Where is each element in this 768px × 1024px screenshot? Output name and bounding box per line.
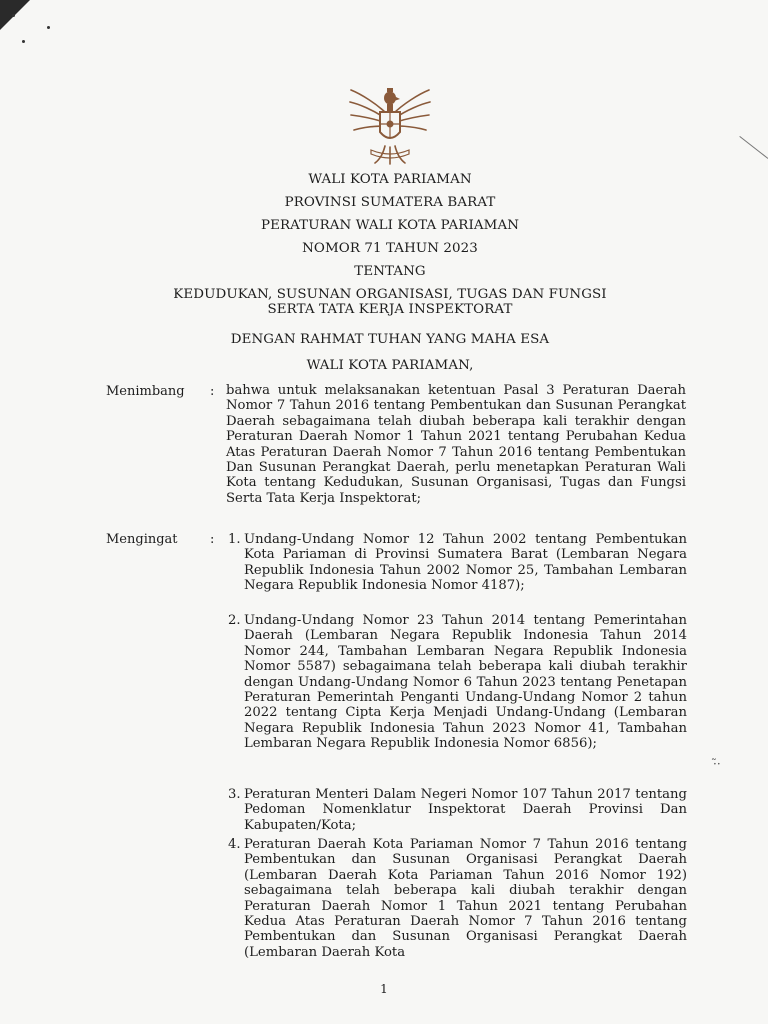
- scan-speck: [22, 40, 25, 43]
- item-number: 1.: [228, 532, 241, 547]
- tentang-heading: TENTANG: [354, 264, 426, 279]
- scan-speck: [47, 26, 50, 29]
- scan-speck: [12, 14, 15, 17]
- paper-crease: [739, 136, 768, 159]
- item-text: Peraturan Daerah Kota Pariaman Nomor 7 Tahun 2016 tentang Pembentukan dan Susunan Organisasi Perangkat Daerah (Lembaran Daerah Kota Pariaman Tahun 2016 Nomor 192) sebagaimana telah beberapa kali diubah terakhir dengan Peraturan Daerah Nomor 1 Tahun 2021 tentang Perubahan Kedua Atas Peraturan Daerah Nomor 7 Tahun 2016 tentang Pembentukan dan Susunan Organisasi Perangkat Daerah (Lembaran Daerah Kota: [244, 837, 687, 960]
- regulation-title-line-1: KEDUDUKAN, SUSUNAN ORGANISASI, TUGAS DAN FUNGSI: [173, 287, 607, 302]
- menimbang-text: bahwa untuk melaksanakan ketentuan Pasal 3 Peraturan Daerah Nomor 7 Tahun 2016 tentang Pembentukan dan Susunan Perangkat Daerah sebagaimana telah diubah beberapa kali terakhir dengan Peraturan Daerah Nomor 1 Tahun 2021 tentang Perubahan Kedua Atas Peraturan Daerah Nomor 7 Tahun 2016 tentang Pembentukan Dan Susunan Perangkat Daerah, perlu menetapkan Peraturan Wali Kota tentang Kedudukan, Susunan Organisasi, Tugas dan Fungsi Serta Tata Kerja Inspektorat;: [226, 383, 686, 506]
- regulation-number-heading: NOMOR 71 TAHUN 2023: [302, 241, 478, 256]
- regulation-title-line-2: SERTA TATA KERJA INSPEKTORAT: [267, 302, 513, 317]
- mengingat-label: Mengingat: [106, 532, 178, 547]
- scan-smudge: ·̃·: [713, 757, 721, 771]
- item-text: Undang-Undang Nomor 12 Tahun 2002 tentang Pembentukan Kota Pariaman di Provinsi Sumatera Barat (Lembaran Negara Republik Indonesia Tahun 2002 Nomor 25, Tambahan Lembaran Negara Republik Indonesia Nomor 4187);: [244, 532, 687, 594]
- garuda-pancasila-emblem-icon: [347, 84, 433, 166]
- menimbang-label: Menimbang: [106, 384, 185, 399]
- item-number: 2.: [228, 613, 241, 628]
- issuer-heading: WALI KOTA PARIAMAN: [308, 172, 472, 187]
- regulation-type-heading: PERATURAN WALI KOTA PARIAMAN: [260, 218, 520, 233]
- item-number: 3.: [228, 787, 241, 802]
- item-number: 4.: [228, 837, 241, 852]
- province-heading: PROVINSI SUMATERA BARAT: [284, 195, 496, 210]
- item-text: Peraturan Menteri Dalam Negeri Nomor 107 Tahun 2017 tentang Pedoman Nomenklatur Inspektorat Daerah Provinsi Dan Kabupaten/Kota;: [244, 787, 687, 833]
- item-text: Undang-Undang Nomor 23 Tahun 2014 tentang Pemerintahan Daerah (Lembaran Negara Republik Indonesia Tahun 2014 Nomor 244, Tambahan Lembaran Negara Republik Indonesia Nomor 5587) sebagaimana telah beberapa kali diubah terakhir dengan Undang-Undang Nomor 6 Tahun 2023 tentang Penetapan Peraturan Pemerintah Penganti Undang-Undang Nomor 2 tahun 2022 tentang Cipta Kerja Menjadi Undang-Undang (Lembaran Negara Republik Indonesia Tahun 2023 Nomor 41, Tambahan Lembaran Negara Republik Indonesia Nomor 6856);: [244, 613, 687, 752]
- page-number: 1: [380, 982, 388, 996]
- menimbang-colon: :: [210, 384, 215, 399]
- scan-corner-shadow: [0, 0, 30, 30]
- invocation-line: DENGAN RAHMAT TUHAN YANG MAHA ESA: [230, 332, 550, 347]
- authority-line: WALI KOTA PARIAMAN,: [306, 358, 474, 373]
- mengingat-colon: :: [210, 532, 215, 547]
